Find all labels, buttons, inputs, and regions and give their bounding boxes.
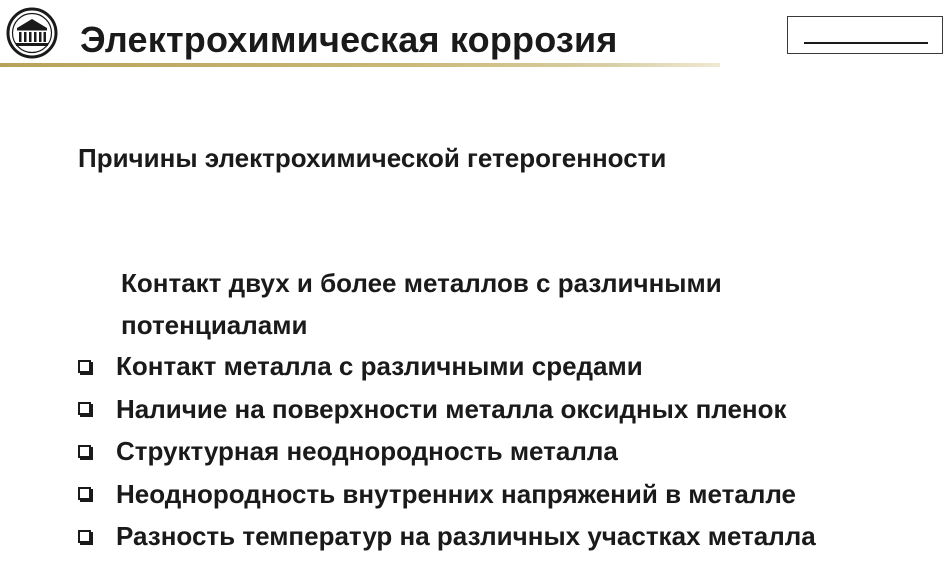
checkbox-icon <box>78 530 91 543</box>
checkbox-icon <box>78 402 91 415</box>
intro-line: потенциалами <box>121 310 308 340</box>
checkbox-icon <box>78 360 91 373</box>
checkbox-icon <box>78 445 91 458</box>
checkbox-icon <box>78 487 91 500</box>
list-item <box>78 388 816 431</box>
list-item <box>78 345 816 388</box>
section-heading: Причины электрохимической гетерогенности <box>78 143 667 173</box>
list-item-text: Структурная неоднородность металла <box>116 436 618 467</box>
slide-number-box <box>787 16 943 54</box>
list-item-text: Неоднородность внутренних напряжений в металле <box>116 478 796 509</box>
university-logo-icon <box>6 7 58 59</box>
list-item-text: Контакт металла с различными средами <box>116 351 643 382</box>
list-item <box>78 473 816 516</box>
list-item <box>78 515 816 558</box>
list-item-text: Наличие на поверхности металла оксидных пленок <box>116 393 787 424</box>
intro-item <box>121 262 722 346</box>
list-item-text: Разность температур на различных участках металла <box>116 521 816 552</box>
slide-title: Электрохимическая коррозия <box>80 19 618 60</box>
intro-line: Контакт двух и более металлов с различными <box>121 268 722 298</box>
causes-list <box>78 345 816 558</box>
title-underline-divider <box>0 63 720 67</box>
slide-number-underline <box>804 42 928 44</box>
list-item <box>78 430 816 473</box>
